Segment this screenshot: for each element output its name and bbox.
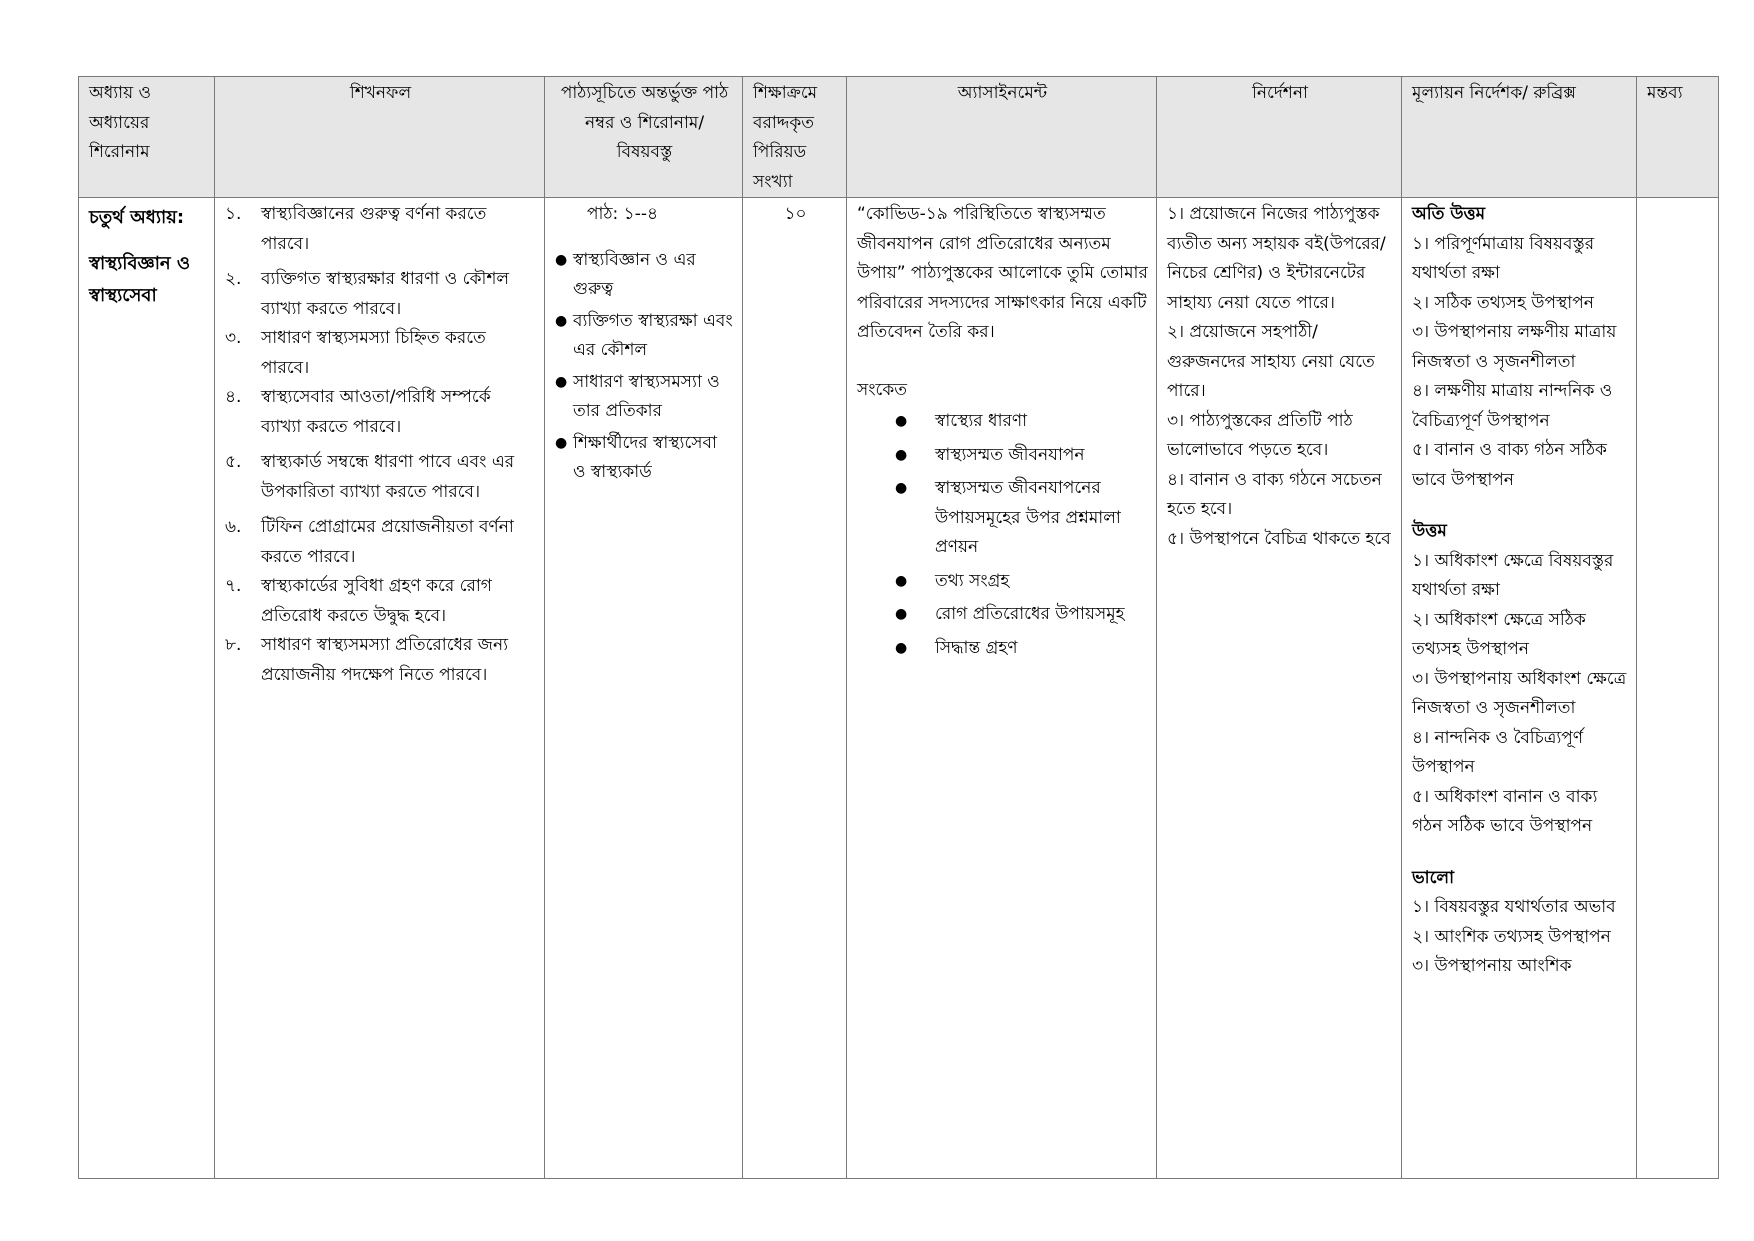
bullet-icon: ● (895, 446, 908, 463)
hint-item (895, 600, 1148, 630)
chapter-title: স্বাস্থ্যবিজ্ঞান ও স্বাস্থ্যসেবা (89, 253, 191, 306)
rubric-item: ২। অধিকাংশ ক্ষেত্রে সঠিক তথ্যসহ উপস্থাপন (1412, 609, 1586, 659)
outcome-item (225, 448, 536, 507)
outcome-text: সাধারণ স্বাস্থ্যসমস্যা প্রতিরোধের জন্য প্রয়োজনীয় পদক্ষেপ নিতে পারবে। (261, 635, 509, 685)
outcome-text: স্বাস্থ্যবিজ্ঞানের গুরুত্ব বর্ণনা করতে পারবে। (261, 204, 487, 254)
hint-item (895, 634, 1148, 664)
assignment-cell (847, 198, 1157, 1179)
outcome-text: ব্যক্তিগত স্বাস্থ্যরক্ষার ধারণা ও কৌশল ব্যাখ্যা করতে পারবে। (261, 269, 510, 319)
periods-cell: ১০ (743, 198, 847, 1179)
outcome-number: ১. (225, 204, 242, 224)
rubric-item: ২। আংশিক তথ্যসহ উপস্থাপন (1412, 926, 1611, 947)
outcomes-cell (215, 198, 545, 1179)
hint-text: রোগ প্রতিরোধের উপায়সমূহ (935, 604, 1125, 624)
rubric-item: ১। বিষয়বস্তুর যথার্থতার অভাব (1412, 897, 1616, 917)
bullet-icon: ● (895, 413, 908, 429)
outcome-number: ৩. (225, 328, 242, 348)
header-lesson-content: পাঠ্যসূচিতে অন্তর্ভুক্ত পাঠ নম্বর ও শিরোনাম/ বিষয়বস্তু (545, 77, 743, 198)
bullet-icon: ● (895, 480, 908, 496)
bullet-icon: ● (555, 312, 568, 329)
rubric-item: ৪। নান্দনিক ও বৈচিত্র্যপূর্ণ উপস্থাপন (1412, 727, 1584, 777)
header-remarks: মন্তব্য (1637, 77, 1719, 198)
rubric-level-heading: উত্তম (1412, 521, 1447, 541)
rubric-level-heading: অতি উত্তম (1412, 204, 1486, 224)
content-row (79, 198, 1719, 1179)
header-row (79, 77, 1719, 198)
outcome-text: স্বাস্থ্যকার্ডের সুবিধা গ্রহণ করে রোগ প্রতিরোধ করতে উদ্বুদ্ধ হবে। (261, 576, 492, 626)
topic-item (555, 368, 734, 427)
lesson-content-cell (545, 198, 743, 1179)
rubric-item: ৩। উপস্থাপনায় লক্ষণীয় মাত্রায় নিজস্বতা ও সৃজনশীলতা (1412, 322, 1617, 372)
outcome-number: ২. (225, 269, 242, 289)
hint-label: সংকেত (857, 379, 908, 400)
lesson-numbers: পাঠ: ১--৪ (587, 204, 659, 224)
outcome-item (225, 265, 536, 324)
header-rubrics: মূল্যায়ন নির্দেশক/ রুব্রিক্স (1402, 77, 1637, 198)
rubric-item: ৫। অধিকাংশ বানান ও বাক্য গঠন সঠিক ভাবে উপস্থাপন (1412, 786, 1598, 836)
outcome-item (225, 513, 536, 572)
hint-item (895, 567, 1148, 597)
topic-item (555, 246, 734, 305)
hint-item (895, 474, 1148, 563)
topic-text: সাধারণ স্বাস্থ্যসমস্যা ও তার প্রতিকার (573, 371, 720, 421)
hint-text: তথ্য সংগ্রহ (935, 570, 1010, 591)
instructions-cell (1157, 198, 1402, 1179)
bullet-icon: ● (555, 251, 568, 268)
topic-text: শিক্ষার্থীদের স্বাস্থ্যসেবা ও স্বাস্থ্যকার্ড (573, 432, 717, 482)
lesson-plan-table (78, 76, 1719, 1179)
chapter-cell (79, 198, 215, 1179)
outcome-text: স্বাস্থ্যকার্ড সম্বন্ধে ধারণা পাবে এবং এর উপকারিতা ব্যাখ্যা করতে পারবে। (261, 452, 515, 502)
rubric-item: ১। পরিপূর্ণমাত্রায় বিষয়বস্তুর যথার্থতা রক্ষা (1412, 233, 1595, 283)
instruction-item: ২। প্রয়োজনে সহপাঠী/ গুরুজনদের সাহায্য নেয়া যেতে পারে। (1167, 322, 1375, 401)
header-chapter: অধ্যায় ও অধ্যায়ের শিরোনাম (79, 77, 215, 198)
header-periods: শিক্ষাক্রমে বরাদ্দকৃত পিরিয়ড সংখ্যা (743, 77, 847, 198)
hint-text: সিদ্ধান্ত গ্রহণ (935, 637, 1018, 658)
outcome-number: ৫. (225, 452, 242, 472)
hint-text: স্বাস্থ্যসম্মত জীবনযাপন (935, 444, 1085, 465)
outcome-number: ৪. (225, 387, 242, 407)
rubric-item: ১। অধিকাংশ ক্ষেত্রে বিষয়বস্তুর যথার্থতা রক্ষা (1412, 550, 1614, 600)
rubric-level-heading: ভালো (1412, 867, 1455, 888)
assignment-text: “কোভিড-১৯ পরিস্থিতিতে স্বাস্থ্যসম্মত জীবনযাপন রোগ প্রতিরোধের অন্যতম উপায়” পাঠ্যপুস্তকের আলোকে তুমি তোমার পরিবারের সদস্যদের সাক্ষাৎকার নিয়ে একটি প্রতিবেদন তৈরি কর। (857, 204, 1148, 342)
bullet-icon: ● (555, 434, 568, 451)
outcome-text: সাধারণ স্বাস্থ্যসমস্যা চিহ্নিত করতে পারবে। (261, 328, 486, 378)
rubric-cell (1402, 198, 1637, 1179)
hint-item (895, 441, 1148, 471)
outcome-number: ৮. (225, 635, 242, 655)
outcomes-list (225, 200, 536, 690)
outcome-item (225, 383, 536, 442)
outcome-item (225, 631, 536, 690)
hints-list (857, 407, 1148, 663)
instruction-item: ৫। উপস্থাপনে বৈচিত্র থাকতে হবে (1167, 528, 1391, 549)
outcome-text: টিফিন প্রোগ্রামের প্রয়োজনীয়তা বর্ণনা করতে পারবে। (261, 517, 514, 567)
topic-text: স্বাস্থ্যবিজ্ঞান ও এর গুরুত্ব (573, 249, 696, 299)
outcome-item (225, 200, 536, 259)
instruction-item: ১। প্রয়োজনে নিজের পাঠ্যপুস্তক ব্যতীত অন্য সহায়ক বই(উপরের/ নিচের শ্রেণির) ও ইন্টারনেটের সাহায্য নেয়া যেতে পারে। (1167, 204, 1386, 313)
outcome-item (225, 324, 536, 383)
topic-item (555, 307, 734, 366)
rubric-item: ৩। উপস্থাপনায় আংশিক (1412, 956, 1572, 976)
bullet-icon: ● (895, 639, 908, 656)
rubric-item: ৩। উপস্থাপনায় অধিকাংশ ক্ষেত্রে নিজস্বতা ও সৃজনশীলতা (1412, 668, 1627, 718)
outcome-number: ৬. (225, 517, 242, 537)
outcome-item (225, 572, 536, 631)
bullet-icon: ● (895, 606, 908, 622)
instruction-item: ৪। বানান ও বাক্য গঠনে সচেতন হতে হবে। (1167, 469, 1382, 519)
topic-item (555, 429, 734, 488)
topics-list (555, 246, 734, 488)
outcome-number: ৭. (225, 576, 242, 596)
header-instructions: নির্দেশনা (1157, 77, 1402, 198)
header-learning-outcome: শিখনফল (215, 77, 545, 198)
bullet-icon: ● (555, 373, 568, 390)
remarks-cell (1637, 198, 1719, 1179)
header-assignment: অ্যাসাইনমেন্ট (847, 77, 1157, 198)
chapter-label: চতুর্থ অধ্যায়: (89, 207, 185, 228)
bullet-icon: ● (895, 572, 908, 589)
hint-text: স্বাস্থ্যের ধারণা (935, 411, 1028, 431)
rubric-item: ২। সঠিক তথ্যসহ উপস্থাপন (1412, 292, 1594, 313)
hint-text: স্বাস্থ্যসম্মত জীবনযাপনের উপায়সমূহের উপর প্রশ্নমালা প্রণয়ন (935, 478, 1121, 557)
topic-text: ব্যক্তিগত স্বাস্থ্যরক্ষা এবং এর কৌশল (573, 310, 733, 360)
rubric-item: ৪। লক্ষণীয় মাত্রায় নান্দনিক ও বৈচিত্র্যপূর্ণ উপস্থাপন (1412, 381, 1613, 431)
outcome-text: স্বাস্থ্যসেবার আওতা/পরিধি সম্পর্কে ব্যাখ্যা করতে পারবে। (261, 387, 491, 437)
instruction-item: ৩। পাঠ্যপুস্তকের প্রতিটি পাঠ ভালোভাবে পড়তে হবে। (1167, 410, 1353, 460)
hint-item (895, 407, 1148, 437)
rubric-item: ৫। বানান ও বাক্য গঠন সঠিক ভাবে উপস্থাপন (1412, 440, 1607, 490)
